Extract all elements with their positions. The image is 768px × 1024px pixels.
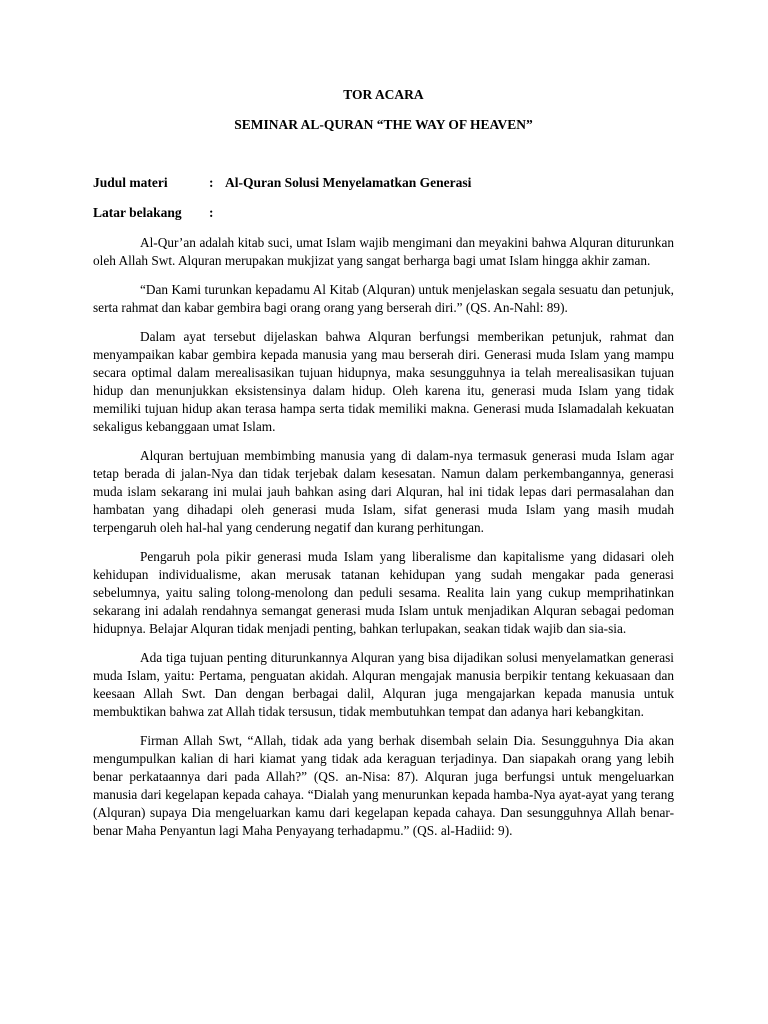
paragraph: Firman Allah Swt, “Allah, tidak ada yang berhak disembah selain Dia. Sesungguhnya Dia akan mengumpulkan kalian di hari kiamat yang tidak ada keraguan terjadinya. Dan siapakah orang yang lebih benar perkataannya dari pada Allah?” (QS. an-Nisa: 87). Alquran juga berfungsi untuk mengeluarkan manusia dari kegelapan kepada cahaya. “Dialah yang menurunkan kepada hamba-Nya ayat-ayat yang terang (Alquran) supaya Dia mengeluarkan kamu dari kegelapan kepada cahaya. Dan sesungguhnya Allah benar-benar Maha Penyantun lagi Maha Penyayang terhadapmu.” (QS. al-Hadiid: 9). <box>93 733 674 838</box>
topic-value: Al-Quran Solusi Menyelamatkan Generasi <box>225 175 472 190</box>
topic-row <box>93 174 674 192</box>
paragraph: Al-Qur’an adalah kitab suci, umat Islam wajib mengimani dan meyakini bahwa Alquran diturunkan oleh Allah Swt. Alquran merupakan mukjizat yang sangat berharga bagi umat Islam hingga akhir zaman. <box>93 235 674 268</box>
paragraph: Alquran bertujuan membimbing manusia yang di dalam-nya termasuk generasi muda Islam agar tetap berada di jalan-Nya dan tidak terjebak dalam kesesatan. Namun dalam perkembangannya, generasi muda islam sekarang ini mulai jauh bahkan asing dari Alquran, hal ini tidak lepas dari permasalahan dan hambatan yang dihadapi oleh generasi muda Islam, sifat generasi muda Islam yang masih mudah terpengaruh oleh hal-hal yang cenderung negatif dan kurang perhitungan. <box>93 448 674 535</box>
document-subtitle: SEMINAR AL-QURAN “THE WAY OF HEAVEN” <box>234 117 533 132</box>
paragraph: Dalam ayat tersebut dijelaskan bahwa Alquran berfungsi memberikan petunjuk, rahmat dan menyampaikan kabar gembira kepada manusia yang mau berserah diri. Generasi muda Islam yang mampu secara optimal dalam merealisasikan tujuan hidupnya, maka sesungguhnya ia telah merealisasikan tujuan hidup dan menunjukkan eksistensinya dalam hidup. Oleh karena itu, generasi muda Islam yang tidak memiliki tujuan hidup akan terasa hampa serta tidak memiliki makna. Generasi muda Islamadalah kekuatan sekaligus kebanggaan umat Islam. <box>93 329 674 434</box>
document-title: TOR ACARA <box>343 87 424 102</box>
background-label: Latar belakang <box>93 205 182 220</box>
paragraph: Ada tiga tujuan penting diturunkannya Alquran yang bisa dijadikan solusi menyelamatkan generasi muda Islam, yaitu: Pertama, penguatan akidah. Alquran mengajak manusia berpikir tentang kekuasaan dan keesaan Allah Swt. Dan dengan berbagai dalil, Alquran juga mengajarkan kepada manusia untuk membuktikan bahwa zat Allah tidak tersusun, tidak membutuhkan tempat dan adanya hari kebangkitan. <box>93 650 674 719</box>
background-separator: : <box>209 205 214 220</box>
topic-label: Judul materi <box>93 175 168 190</box>
quote-paragraph: “Dan Kami turunkan kepadamu Al Kitab (Alquran) untuk menjelaskan segala sesuatu dan petunjuk, serta rahmat dan kabar gembira bagi orang orang yang berserah diri.” (QS. An-Nahl: 89). <box>93 282 674 315</box>
document-page <box>93 86 674 840</box>
paragraph: Pengaruh pola pikir generasi muda Islam yang liberalisme dan kapitalisme yang didasari oleh kehidupan individualisme, akan merusak tatanan kehidupan yang sudah mengakar pada generasi sebelumnya, yaitu saling tolong-menolong dan peduli sesama. Realita lain yang cukup memprihatinkan sekarang ini adalah rendahnya semangat generasi muda Islam untuk menjadikan Alquran sebagai pedoman hidupnya. Belajar Alquran tidak menjadi penting, bahkan terlupakan, seakan tidak wajib dan sia-sia. <box>93 549 674 636</box>
topic-separator: : <box>209 175 214 190</box>
background-row <box>93 204 674 222</box>
